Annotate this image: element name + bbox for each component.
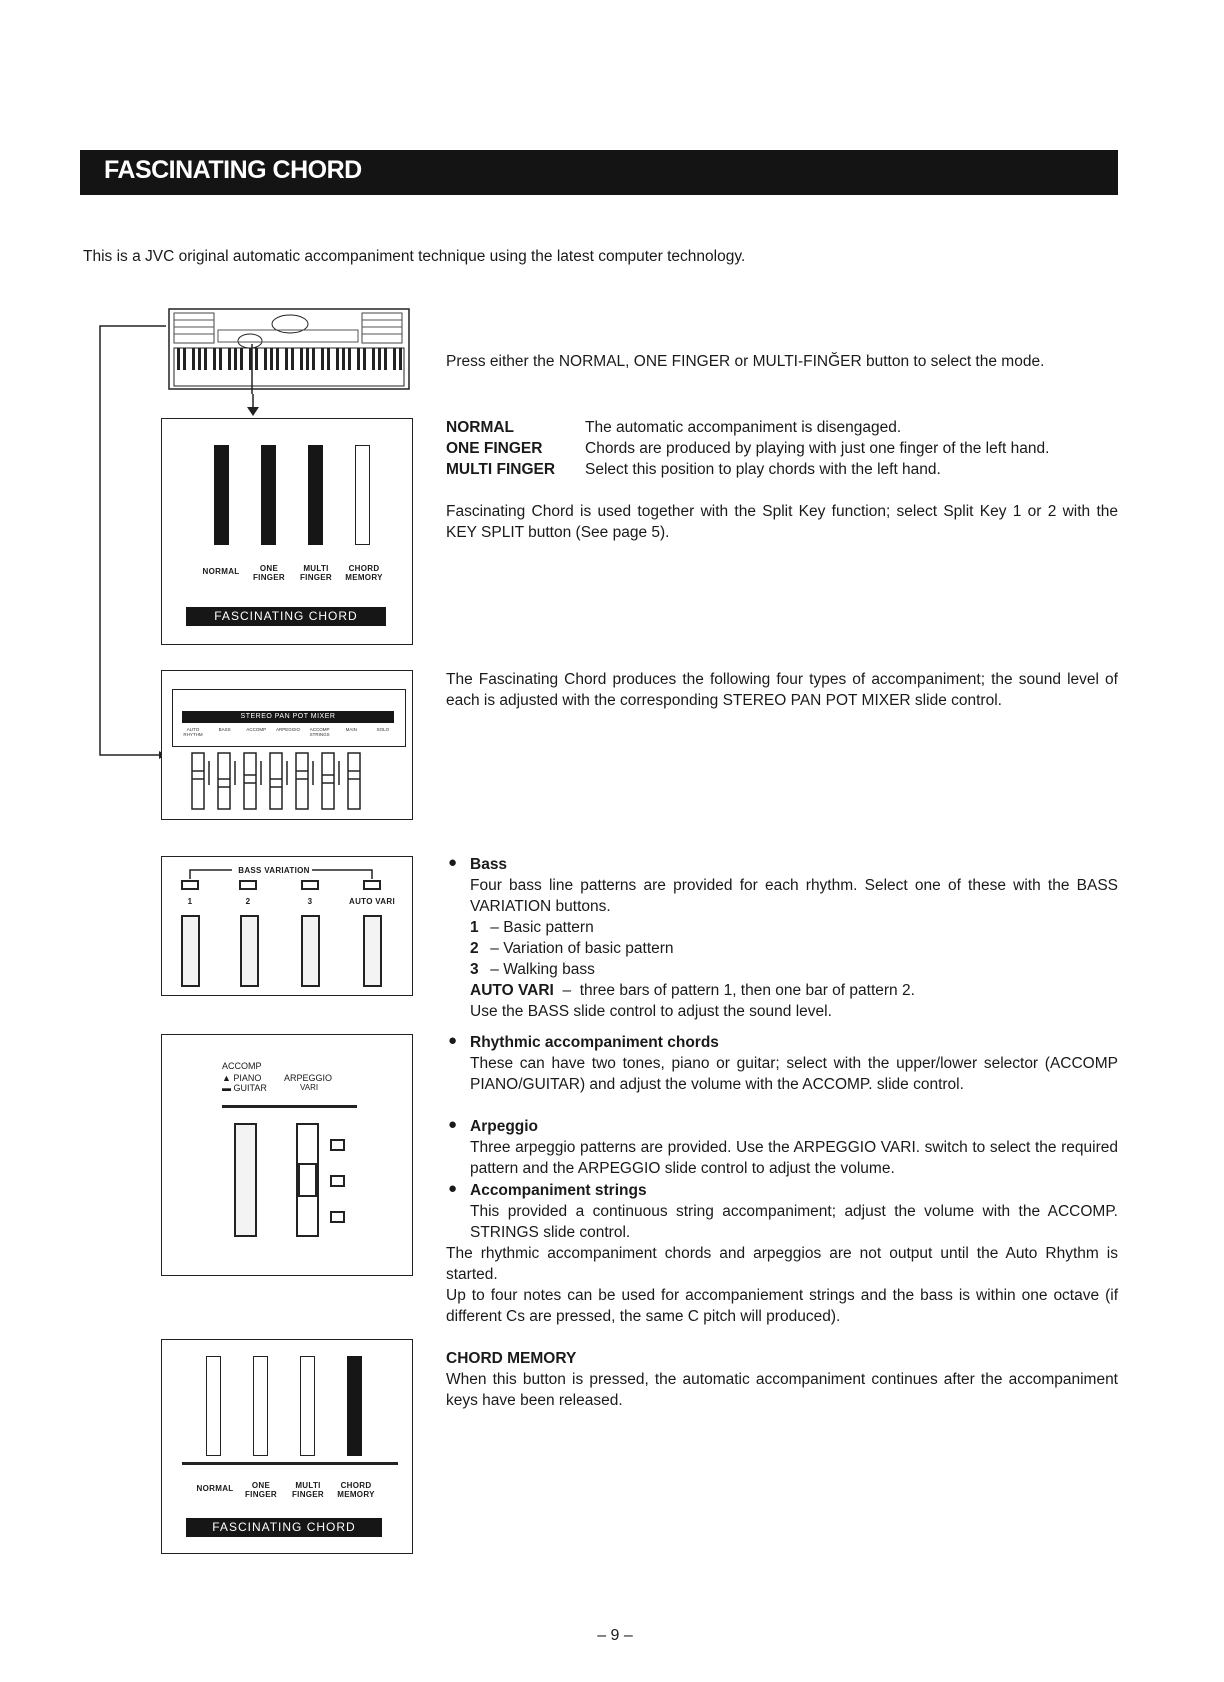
chord-memory-label: CHORD MEMORY [337, 1481, 375, 1499]
split-key-note: Fascinating Chord is used together with the Split Key function; select Split Key 1 or 2 with the KEY SPLIT button (See page 5). [446, 503, 1118, 541]
multi-finger-label: MULTI FINGER [291, 1481, 325, 1499]
accomp-title: ACCOMP [222, 1061, 262, 1071]
auto-vari-button[interactable] [363, 915, 382, 987]
mixer-panel [161, 670, 413, 820]
one-finger-label: ONE FINGER [244, 1481, 278, 1499]
bullet-icon: ● [448, 1032, 458, 1049]
normal-label: NORMAL [196, 1484, 234, 1493]
chord-memory-panel [161, 1339, 413, 1554]
pattern-key: 3 [470, 961, 479, 978]
mode-item [446, 459, 1118, 480]
one-finger-label: ONE FINGER [252, 564, 286, 582]
mixer-sliders [190, 749, 390, 813]
arpeggio-text: Three arpeggio patterns are provided. Use the ARPEGGIO VARI. switch to select the required pattern and the ARPEGGIO slide control to adjust the volume. [470, 1139, 1118, 1177]
divider [182, 1462, 398, 1465]
piano-label: PIANO [233, 1073, 262, 1083]
normal-button[interactable] [214, 445, 229, 545]
mode-desc: Chords are produced by playing with just one finger of the left hand. [585, 440, 1050, 457]
mode-name: NORMAL [446, 419, 515, 436]
channel-label: MAIN [345, 727, 357, 732]
mixer-channel-labels [180, 727, 396, 739]
mode-desc: The automatic accompaniment is disengaged. [585, 419, 902, 436]
accomp-selector-switch[interactable] [234, 1123, 257, 1237]
guitar-label: GUITAR [233, 1083, 267, 1093]
multi-finger-button[interactable] [300, 1356, 315, 1456]
bass-button-2-label: 2 [245, 897, 251, 906]
bass-button-3[interactable] [301, 915, 320, 987]
bass-slide-note: Use the BASS slide control to adjust the sound level. [470, 1003, 832, 1020]
strings-text: This provided a continuous string accompaniment; adjust the volume with the ACCOMP. STRINGS slide control. [470, 1203, 1118, 1241]
bass-pattern: 3 – Walking bass [470, 961, 595, 978]
multi-finger-button[interactable] [308, 445, 323, 545]
connector-lines [96, 300, 166, 760]
pattern-desc: Basic pattern [503, 919, 594, 936]
arrow-down-icon [246, 394, 260, 418]
arpeggio-indicator-1 [330, 1139, 345, 1151]
pattern-key: AUTO VARI [470, 982, 554, 999]
pattern-key: 1 [470, 919, 479, 936]
bass-pattern-list [470, 917, 1118, 1022]
bass-pattern: 2 – Variation of basic pattern [470, 940, 674, 957]
mode-item [446, 417, 1118, 438]
chord-memory-text: When this button is pressed, the automatic accompaniment continues after the accompaniment keys have been released. [446, 1371, 1118, 1409]
bass-button-2[interactable] [240, 915, 259, 987]
arpeggio-title: ARPEGGIO [284, 1073, 333, 1083]
bass-bracket [162, 857, 412, 897]
arpeggio-vari-label: VARI [300, 1083, 319, 1092]
bass-button-1[interactable] [181, 915, 200, 987]
mode-panel-title: FASCINATING CHORD [186, 1518, 382, 1537]
accompaniment-types-intro: The Fascinating Chord produces the following four types of accompaniment; the sound level of each is adjusted with the corresponding STEREO PAN POT MIXER slide control. [446, 671, 1118, 709]
arpeggio-indicator-3 [330, 1211, 345, 1223]
mode-selector-panel [161, 418, 413, 645]
chord-memory-button[interactable] [347, 1356, 362, 1456]
mode-name: ONE FINGER [446, 440, 543, 457]
mode-desc: Select this position to play chords with the left hand. [585, 461, 941, 478]
bullet-icon: ● [448, 1116, 458, 1133]
channel-label: ACCOMP [246, 727, 267, 732]
chord-memory-button[interactable] [355, 445, 370, 545]
pattern-desc: three bars of pattern 1, then one bar of pattern 2. [579, 982, 915, 999]
mode-item [446, 438, 1118, 459]
channel-label: AUTO RHYTHM [183, 727, 203, 737]
intro-text: This is a JVC original automatic accompaniment technique using the latest computer technology. [83, 248, 746, 265]
divider [222, 1105, 357, 1108]
mode-name: MULTI FINGER [446, 461, 556, 478]
channel-label: SOLO [376, 727, 390, 732]
multi-finger-label: MULTI FINGER [299, 564, 333, 582]
one-finger-button[interactable] [261, 445, 276, 545]
page-number: – 9 – [597, 1627, 633, 1644]
auto-vari-label: AUTO VARI [349, 897, 395, 906]
pattern-desc: Variation of basic pattern [503, 940, 674, 957]
normal-label: NORMAL [202, 567, 240, 576]
note-paragraph: The rhythmic accompaniment chords and arpeggios are not output until the Auto Rhythm is started. [446, 1245, 1118, 1283]
keyboard-keys [174, 348, 404, 386]
bass-variation-title: BASS VARIATION [238, 866, 310, 875]
bass-variation-panel [161, 856, 413, 996]
bass-heading: Bass [470, 856, 508, 873]
strings-heading: Accompaniment strings [470, 1182, 647, 1199]
rhythmic-text: These can have two tones, piano or guitar; select with the upper/lower selector (ACCOMP PIANO/GUITAR) and adjust the volume with the ACCOMP. slide control. [470, 1055, 1118, 1093]
mixer-title: STEREO PAN POT MIXER [182, 711, 394, 723]
accomp-arpeggio-panel [161, 1034, 413, 1276]
bass-button-1-label: 1 [187, 897, 193, 906]
pattern-desc: Walking bass [503, 961, 595, 978]
channel-label: BASS [218, 727, 231, 732]
page-title: FASCINATING CHORD [104, 156, 362, 184]
bullet-icon: ● [448, 854, 458, 871]
mode-list [446, 417, 1118, 480]
channel-label: ACCOMP STRINGS [309, 727, 330, 737]
note-paragraph: Up to four notes can be used for accompaniement strings and the bass is within one octave (if different Cs are pressed, the same C pitch will produced). [446, 1287, 1118, 1325]
mode-panel-title: FASCINATING CHORD [186, 607, 386, 626]
chord-memory-heading: CHORD MEMORY [446, 1350, 577, 1367]
keyboard-illustration [168, 308, 410, 394]
channel-label: ARPEGGIO [275, 727, 300, 732]
bass-button-3-label: 3 [307, 897, 313, 906]
arpeggio-indicator-2 [330, 1175, 345, 1187]
arpeggio-heading: Arpeggio [470, 1118, 539, 1135]
normal-button[interactable] [206, 1356, 221, 1456]
mode-instruction: Press either the NORMAL, ONE FINGER or MULTI-FINĞER button to select the mode. [446, 353, 1045, 370]
one-finger-button[interactable] [253, 1356, 268, 1456]
accomp-guitar-option: ▬ GUITAR [222, 1083, 267, 1093]
bass-text: Four bass line patterns are provided for each rhythm. Select one of these with the BASS VARIATION buttons. [470, 877, 1118, 915]
bullet-icon: ● [448, 1180, 458, 1197]
rhythmic-heading: Rhythmic accompaniment chords [470, 1034, 719, 1051]
bass-pattern: 1 – Basic pattern [470, 919, 594, 936]
pattern-key: 2 [470, 940, 479, 957]
bass-pattern: AUTO VARI – three bars of pattern 1, then one bar of pattern 2. [470, 982, 915, 999]
accomp-piano-option: ▲ PIANO [222, 1073, 262, 1083]
chord-memory-label: CHORD MEMORY [345, 564, 383, 582]
arpeggio-switch-knob [296, 1163, 319, 1197]
